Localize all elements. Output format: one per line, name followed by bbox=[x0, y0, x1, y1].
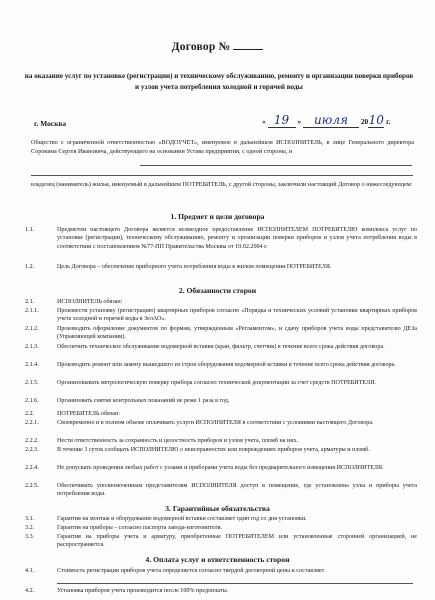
clause bbox=[25, 263, 417, 271]
clause-text: Стоимость регистрации приборов учета определяется согласно твердой договорной цены и составляет bbox=[57, 568, 325, 574]
clause bbox=[25, 379, 417, 387]
clause bbox=[25, 325, 417, 342]
date-quote-open: « bbox=[262, 117, 266, 126]
clause-number: 2.1.2. bbox=[25, 326, 39, 332]
clause bbox=[25, 515, 417, 523]
clause-number: 1.2. bbox=[25, 264, 35, 270]
clause-number: 2.2.3. bbox=[25, 447, 39, 453]
clause-text: Гарантия на монтаж и оборудование водомерной вставки составляет один год со дня установки. bbox=[57, 516, 307, 522]
clause bbox=[25, 343, 417, 351]
clause-text: Цель Договора – обеспечение приборного учета потребления воды в жилом помещении ПОТРЕБИТЕЛЯ. bbox=[57, 264, 332, 270]
clause bbox=[25, 567, 417, 575]
clause-text: В течение 3 суток сообщать ИСПОЛНИТЕЛЮ о неисправностях или повреждениях приборов учета, арматуры и пломб. bbox=[57, 447, 370, 453]
clause-text: Установка приборов учета производится после 100% предоплаты. bbox=[57, 588, 229, 594]
clause bbox=[25, 524, 417, 532]
city-label: г. Москва bbox=[34, 119, 67, 128]
clause-number: 2.2.2. bbox=[25, 438, 39, 444]
clause bbox=[25, 464, 417, 472]
clause-text: ПОТРЕБИТЕЛЬ обязан: bbox=[57, 411, 120, 417]
party-blank-line-2 bbox=[31, 175, 413, 176]
clause-number: 4.1. bbox=[25, 568, 35, 574]
clause bbox=[25, 307, 417, 324]
clause-text: ИСПОЛНИТЕЛЬ обязан: bbox=[57, 299, 123, 305]
date-day: 19 bbox=[268, 113, 296, 128]
clause-number: 2.2.4. bbox=[25, 465, 39, 471]
clause bbox=[25, 419, 417, 427]
clause-text: Гарантия на приборы учета и арматуру, приобретенные ПОТРЕБИТЕЛЕМ или установленные сторонней организацией, не распространяется. bbox=[57, 534, 417, 549]
price-blank-line bbox=[57, 583, 413, 584]
party-blank-line bbox=[140, 165, 412, 166]
contract-number-blank bbox=[233, 40, 263, 50]
clause-number: 2.2.5. bbox=[25, 483, 39, 489]
document-title bbox=[0, 40, 435, 53]
clause-text: Организовывать метрологическую поверку прибора согласно технической документации за счет средств ПОТРЕБИТЕЛЯ. bbox=[57, 380, 376, 386]
clause bbox=[25, 361, 417, 369]
clause bbox=[25, 226, 417, 251]
clause-number: 3.2. bbox=[25, 525, 35, 531]
clause-number: 1.1. bbox=[25, 227, 35, 233]
section-heading-warranty: 3. Гарантийные обязательства bbox=[165, 504, 270, 513]
clause-number: 2.1.1. bbox=[25, 308, 39, 314]
document-subtitle: на оказание услуг по установке (регистрации) и техническому обслуживанию, ремонту и организации поверки приборов и узлов учета потребления холодной и горячей воды bbox=[24, 72, 414, 91]
clause-text: Своевременно и в полном объеме оплачивать услуги ИСПОЛНИТЕЛЯ в соответствии с условиями настоящего Договора. bbox=[57, 420, 374, 426]
clause-number: 4.2. bbox=[25, 588, 35, 594]
date-quote-close: » bbox=[297, 117, 302, 126]
clause-text: Гарантия на приборы – согласно паспорта завода-изготовителя. bbox=[57, 525, 223, 531]
clause bbox=[25, 437, 417, 445]
date-month: июля bbox=[303, 113, 359, 128]
clause-number: 2.1.6. bbox=[25, 398, 39, 404]
clause-text: Не допускать проведения любых работ с узлами и приборами учета воды без предварительного извещения ИСПОЛНИТЕЛЯ. bbox=[57, 465, 384, 471]
intro-paragraph-2: владелец (наниматель) жилья, именуемый в дальнейшем ПОТРЕБИТЕЛЬ, с другой стороны, заключили настоящий Договор о нижеследующем: bbox=[31, 181, 413, 188]
clause-number: 2.1.4. bbox=[25, 362, 39, 368]
clause-text: Организовать снятие контрольных показаний не реже 1 раза в год. bbox=[57, 398, 230, 404]
clause-number: 3.1. bbox=[25, 516, 35, 522]
clause bbox=[25, 410, 417, 418]
clause-text: Производить оформление документов по формам, утвержденным «Регламентом», и сдачу приборов учета воды представителю ДЕЗа (Управляющей компании). bbox=[57, 326, 417, 341]
section-heading-payment: 4. Оплата услуг и ответственность сторон bbox=[145, 555, 290, 564]
clause bbox=[25, 397, 417, 405]
clause-text: Производить ремонт или замену вышедшего из строя оборудования водомерной вставки в течение всего срока действия договора. bbox=[57, 362, 396, 368]
date-year-suffix: 10 bbox=[368, 113, 384, 127]
clause-number: 2.1.3. bbox=[25, 344, 39, 350]
clause-number: 2.2.1. bbox=[25, 420, 39, 426]
clause-number: 2.2. bbox=[25, 411, 35, 417]
title-text: Договор № bbox=[171, 41, 231, 53]
clause bbox=[25, 298, 417, 306]
clause bbox=[25, 587, 417, 595]
section-heading-subject: 1. Предмет и цели договора bbox=[170, 212, 265, 221]
contract-date bbox=[262, 113, 390, 128]
date-year-prefix: 20 bbox=[360, 117, 369, 126]
clause-text: Произвести установку (регистрацию) квартирных приборов согласно «Порядка и технических условий установки квартирных приборов учета холодной и горячей воды в ЗелАО». bbox=[57, 308, 417, 323]
clause bbox=[25, 533, 417, 550]
section-heading-obligations: 2. Обязанности сторон bbox=[178, 286, 257, 295]
clause-text: Нести ответственность за сохранность и целостность приборов и узлов учета, пломб на них. bbox=[57, 438, 299, 444]
clause-text: Обеспечить техническое обслуживание водомерной вставки (кран, фильтр, счетчик) в течение всего срока действия договора. bbox=[57, 344, 385, 350]
clause-number: 2.1. bbox=[25, 299, 35, 305]
clause-text: Обеспечивать уполномоченным представителям ИСПОЛНИТЕЛЯ доступ в помещение, где установлены узлы и приборы учета потребления воды. bbox=[57, 483, 417, 498]
clause bbox=[25, 446, 417, 454]
clause-number: 3.3. bbox=[25, 534, 35, 540]
clause-number: 2.1.5. bbox=[25, 380, 39, 386]
date-suffix: г. bbox=[386, 117, 391, 126]
clause bbox=[25, 482, 417, 499]
intro-paragraph-1: Общество с ограниченной ответственностью «ВОДОУЧЕТ», именуемое в дальнейшем ИСПОЛНИТЕЛЬ, в лице Генерального директора Сорокина Сергея Ивановича, действующего на основании Устава предприятия, с одной стороны, и bbox=[31, 139, 414, 156]
clause-text: Предметом настоящего Договора является возмездное предоставление ИСПОЛНИТЕЛЕМ ПОТРЕБИТЕЛЮ комплекса услуг по установке (регистрации), техническому обслуживанию, ремонту и организации поверки приборов и узлов учета потребления воды в соответствии с постановлением №77-ПП Правительства Москвы от 10.02.2004 г. bbox=[57, 227, 417, 250]
